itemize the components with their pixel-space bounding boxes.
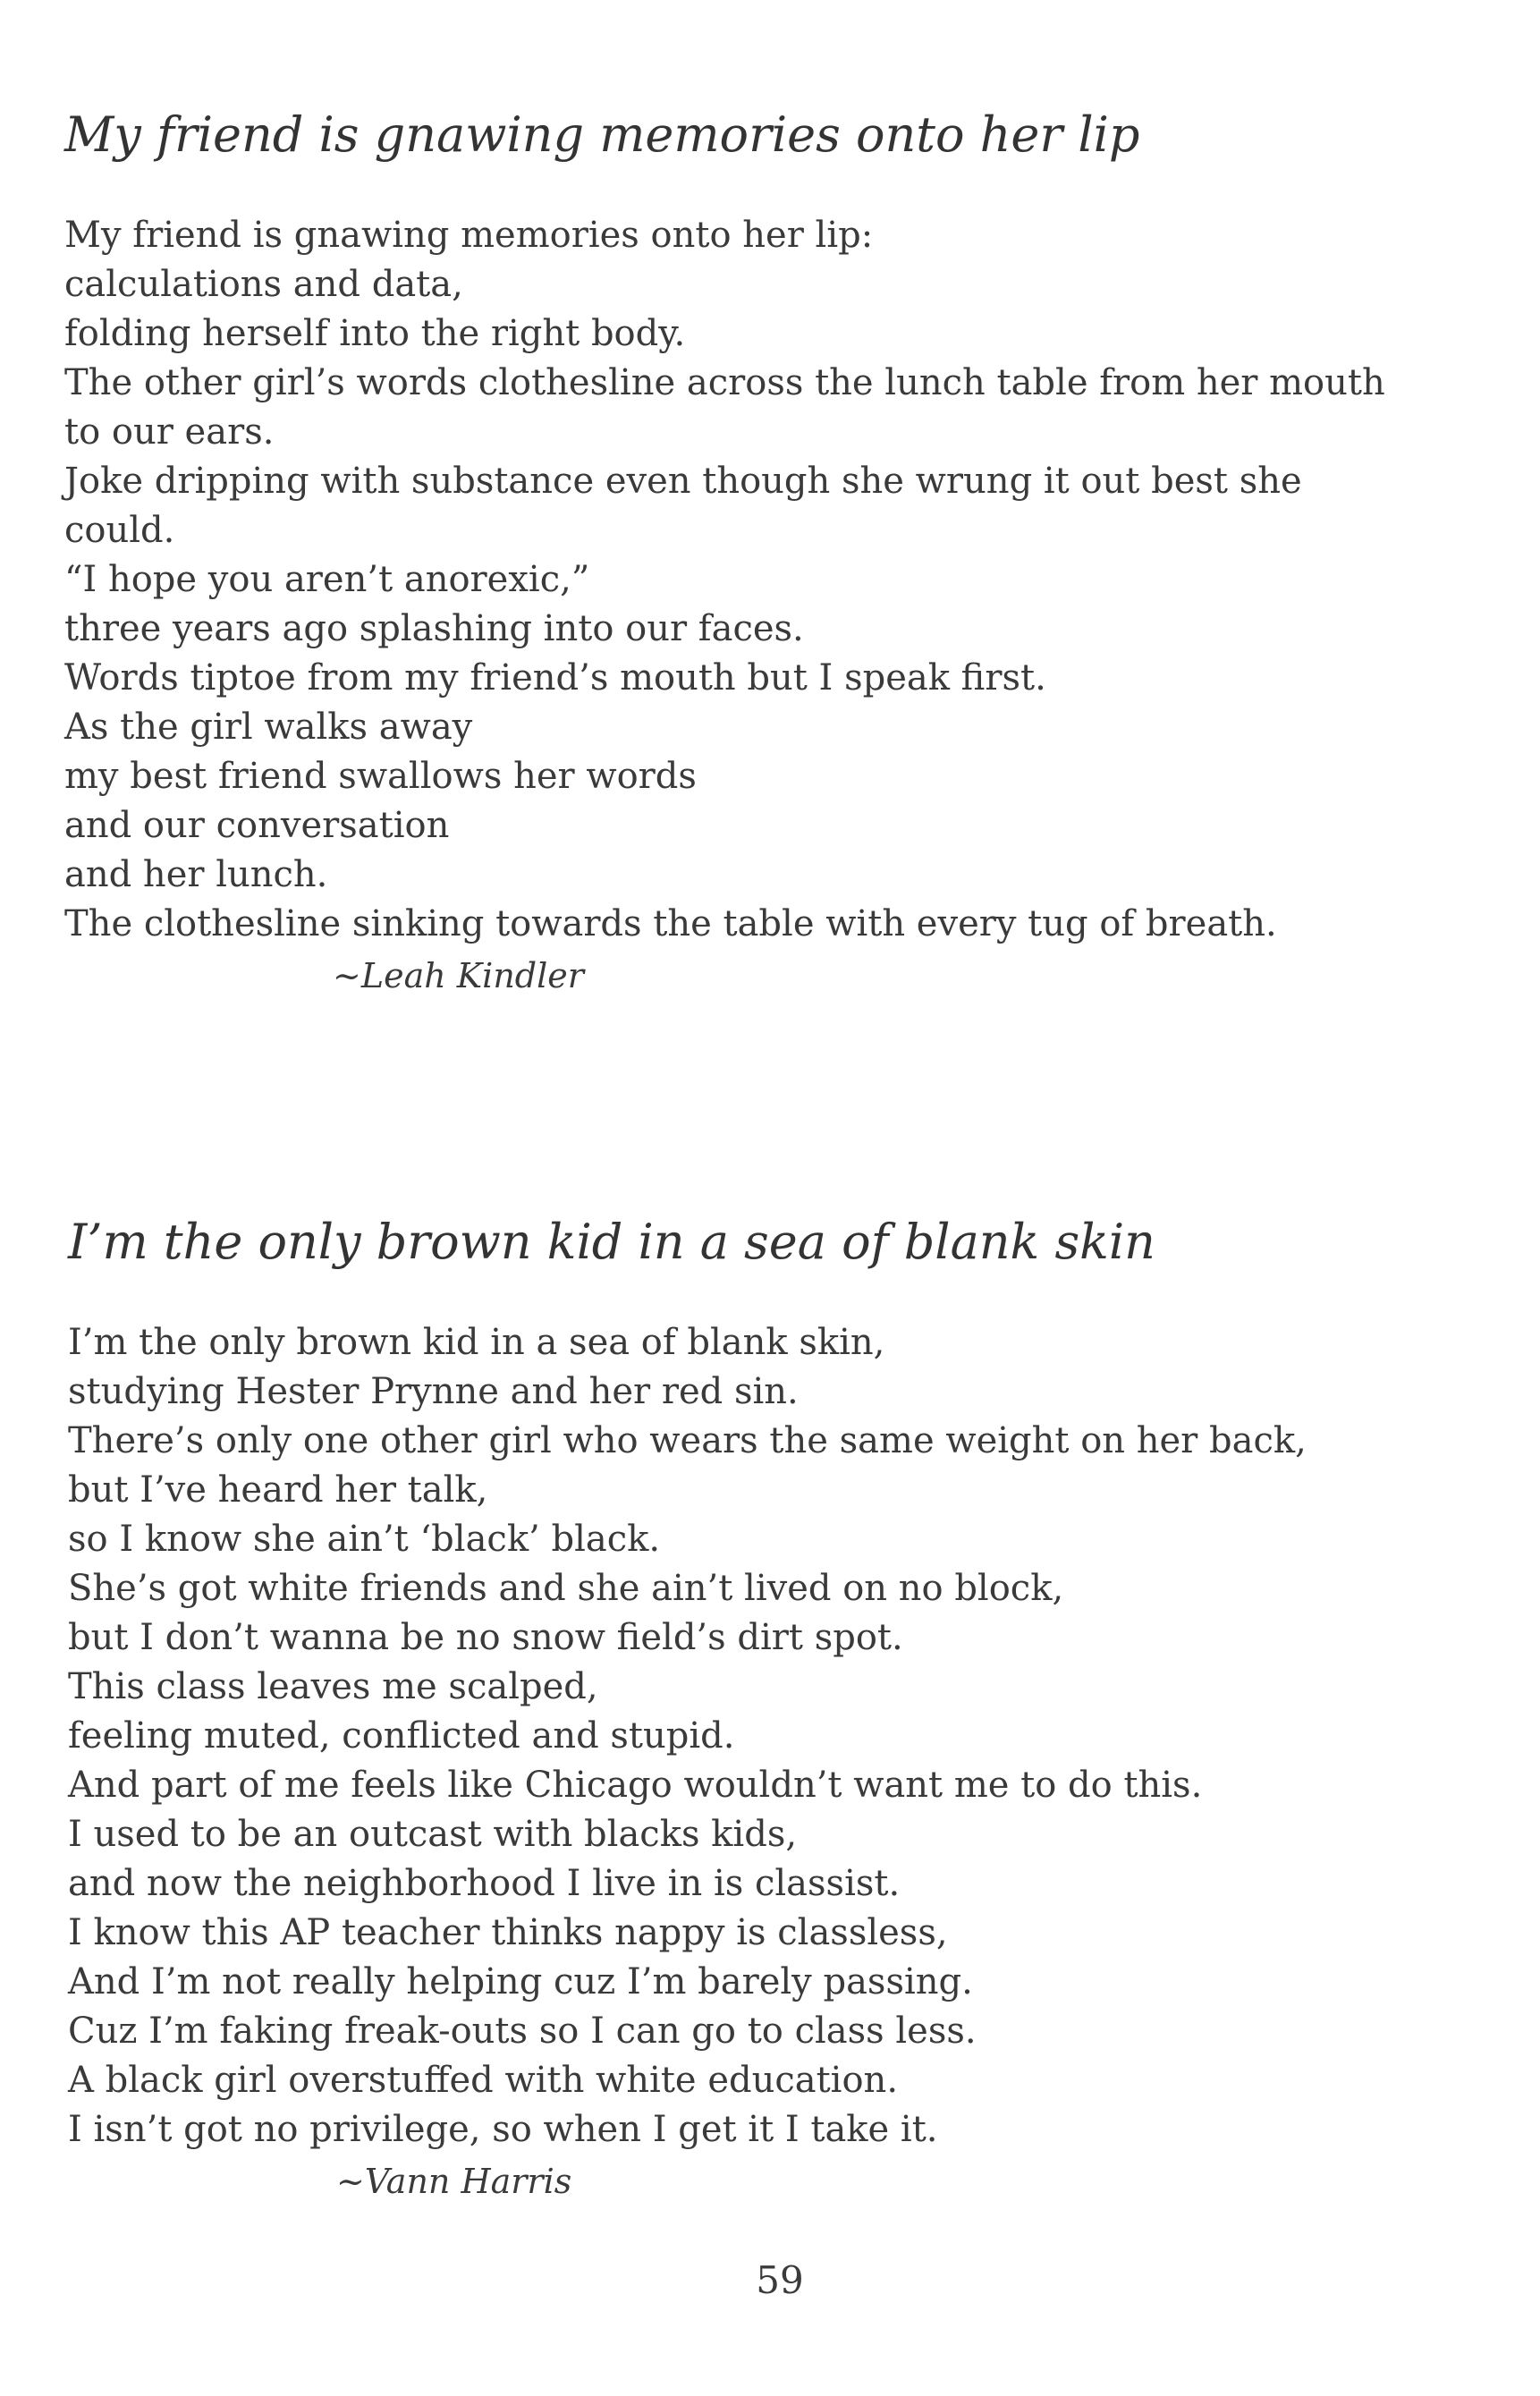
poem-line: to our ears. bbox=[64, 411, 275, 453]
poem-author: ~Leah Kindler bbox=[333, 956, 584, 995]
poem-line: calculations and data, bbox=[64, 264, 463, 305]
poem-line: three years ago splashing into our faces. bbox=[64, 608, 804, 649]
poem-line: so I know she ain’t ‘black’ black. bbox=[68, 1519, 661, 1560]
poem-line: There’s only one other girl who wears the same weight on her back, bbox=[68, 1420, 1307, 1461]
poem-vann-harris bbox=[68, 1213, 1481, 2205]
poem-line: The other girl’s words clothesline across the lunch table from her mouth bbox=[64, 362, 1385, 403]
poem-line: and her lunch. bbox=[64, 854, 328, 895]
poem-line: This class leaves me scalped, bbox=[68, 1666, 598, 1707]
poem-leah-kindler bbox=[64, 106, 1477, 999]
poem-line: but I’ve heard her talk, bbox=[68, 1469, 488, 1511]
poem-line: Joke dripping with substance even though she wrung it out best she bbox=[64, 461, 1302, 502]
poem-line: As the girl walks away bbox=[64, 707, 473, 748]
poem-line: I’m the only brown kid in a sea of blank skin, bbox=[68, 1322, 885, 1363]
poem-line: I know this AP teacher thinks nappy is classless, bbox=[68, 1912, 948, 1953]
poem-line: “I hope you aren’t anorexic,” bbox=[64, 559, 590, 600]
poem-line: A black girl overstuffed with white education. bbox=[68, 2060, 899, 2101]
poem-line: My friend is gnawing memories onto her lip: bbox=[64, 215, 874, 256]
poem-line: and now the neighborhood I live in is classist. bbox=[68, 1863, 901, 1904]
poem-body bbox=[68, 1318, 1481, 2155]
poem-line: The clothesline sinking towards the table with every tug of breath. bbox=[64, 903, 1277, 944]
poem-line: but I don’t wanna be no snow field’s dirt spot. bbox=[68, 1617, 903, 1658]
poem-line: folding herself into the right body. bbox=[64, 313, 686, 354]
poem-title: I’m the only brown kid in a sea of blank skin bbox=[68, 1214, 1155, 1270]
page-number: 59 bbox=[756, 2258, 804, 2302]
poem-line: Cuz I’m faking freak-outs so I can go to class less. bbox=[68, 2011, 977, 2052]
poem-body bbox=[64, 211, 1477, 949]
poem-line: She’s got white friends and she ain’t lived on no block, bbox=[68, 1568, 1064, 1609]
poem-line: feeling muted, conflicted and stupid. bbox=[68, 1715, 735, 1757]
poem-line: Words tiptoe from my friend’s mouth but I speak first. bbox=[64, 657, 1046, 698]
poem-line: I isn’t got no privilege, so when I get it I take it. bbox=[68, 2109, 938, 2150]
poem-line: could. bbox=[64, 510, 175, 551]
poem-line: studying Hester Prynne and her red sin. bbox=[68, 1371, 799, 1412]
poem-line: And part of me feels like Chicago wouldn’t want me to do this. bbox=[68, 1765, 1203, 1806]
poem-title: My friend is gnawing memories onto her lip bbox=[64, 106, 1140, 163]
poem-line: and our conversation bbox=[64, 805, 450, 846]
poem-line: I used to be an outcast with blacks kids, bbox=[68, 1814, 798, 1855]
poem-author: ~Vann Harris bbox=[336, 2162, 572, 2201]
poem-line: And I’m not really helping cuz I’m barely passing. bbox=[68, 1961, 973, 2002]
poem-line: my best friend swallows her words bbox=[64, 756, 697, 797]
